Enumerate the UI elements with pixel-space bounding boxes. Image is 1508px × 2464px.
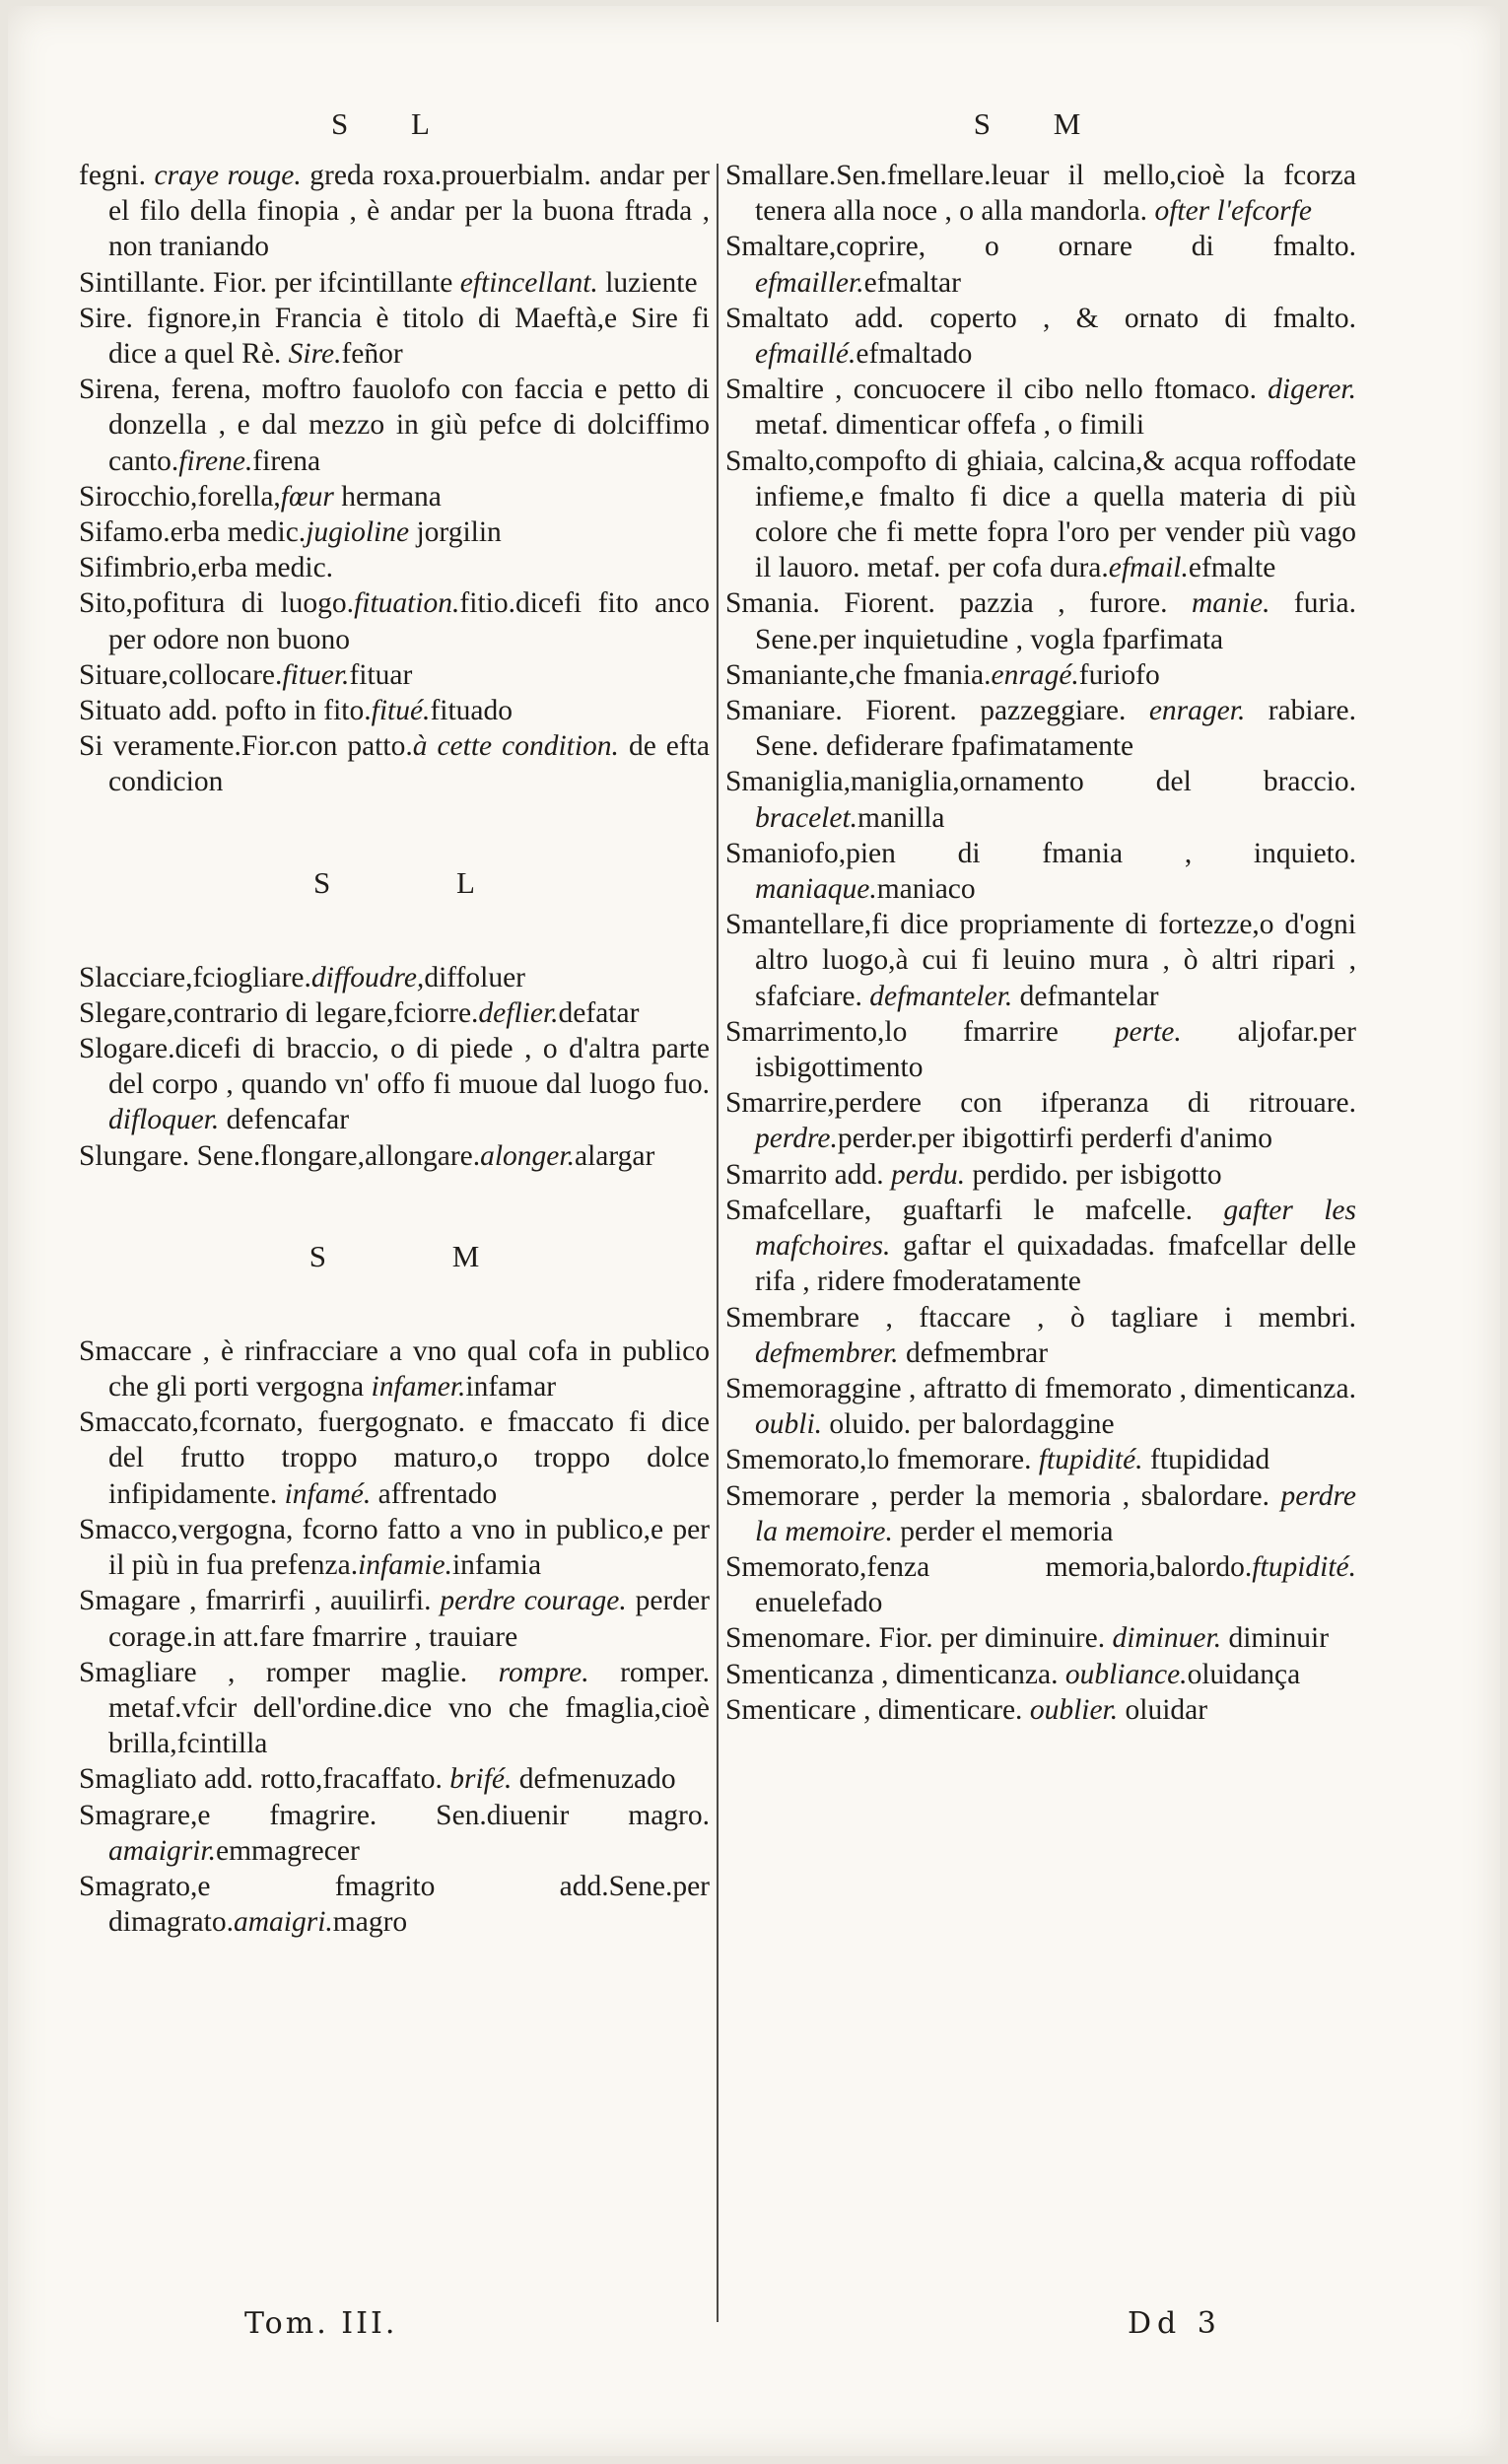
dictionary-entry [79,1655,710,1762]
entry-text: ftupididad [1142,1444,1270,1476]
foreign-equivalent: jugioline [306,516,410,549]
entry-text: alargar [574,1139,655,1172]
foreign-equivalent: difloquer. [108,1104,220,1136]
dictionary-entry [725,764,1356,835]
entry-text: Slungare. Sene.flongare,allongare. [79,1139,481,1172]
foreign-equivalent: craye rouge. [154,160,302,191]
foreign-equivalent: digerer. [1268,374,1356,406]
dictionary-entry [725,1620,1356,1656]
entry-text: Smagrato,e fmagrito add.Sene.per dimagrato. [79,1870,710,1939]
entry-text: fituado [430,695,513,727]
foreign-equivalent: deflier. [478,996,559,1029]
foreign-equivalent: ftupidité. [1038,1444,1143,1476]
right-column-heading: S M [973,106,1109,141]
dictionary-entry [79,960,710,995]
entry-text: Smaltato add. coperto , & ornato di fmalto. [725,302,1356,334]
dictionary-entry [79,1761,710,1797]
foreign-equivalent: infamer. [371,1371,466,1403]
entry-text: Sifamo.erba medic. [79,516,307,549]
dictionary-entry [79,1798,710,1869]
gathering-signature: Dd 3 [1128,2306,1222,2341]
dictionary-entry [79,514,710,550]
foreign-equivalent: firene. [178,445,253,477]
entry-list-sl [79,960,710,1174]
dictionary-entry [79,372,710,479]
dictionary-entry [725,229,1356,300]
dictionary-entry [79,1334,710,1404]
dictionary-entry [725,301,1356,372]
entry-text: Slegare,contrario di legare,fciorre. [79,996,479,1029]
dictionary-entry [725,693,1356,764]
foreign-equivalent: amaigri. [233,1906,333,1939]
volume-signature: Tom. III. [244,2306,398,2341]
foreign-equivalent: enragé. [991,658,1079,691]
dictionary-entry [725,1085,1356,1156]
foreign-equivalent: efmaillé. [755,338,857,371]
foreign-equivalent: amaigrir. [108,1834,217,1867]
dictionary-entry [725,907,1356,1014]
entry-text: manilla [857,801,945,834]
entry-text: Smacco,vergogna, fcorno fatto a vno in publico,e per il più in fua prefenza. [79,1513,710,1582]
foreign-equivalent: perte. [1114,1015,1182,1048]
entry-text: Sire. fignore,in Francia è titolo di Maeftà,e Sire fi dice a quel Rè. [79,302,710,371]
foreign-equivalent: manie. [1191,587,1270,620]
foreign-equivalent: perdre la memoire. [755,1479,1356,1547]
right-column [725,101,1356,1728]
entry-list-sm-continued [725,158,1356,1728]
dictionary-entry [79,1583,710,1654]
entry-text: firena [252,445,321,477]
entry-text: defmenuzado [512,1763,676,1796]
dictionary-entry [725,1193,1356,1300]
foreign-equivalent: Sire. [288,338,342,371]
entry-text: Smenomare. Fior. per diminuire. [725,1622,1113,1655]
entry-text: Sirena, ferena, moftro fauolofo con faccia e petto di donzella , e dal mezzo in giù pefce di dolciffimo canto. [79,374,710,477]
entry-text: furiofo [1078,658,1160,691]
foreign-equivalent: fituation. [354,587,460,620]
dictionary-entry [725,1692,1356,1728]
foreign-equivalent: maniaque. [755,873,877,906]
entry-text: Smemorato,lo fmemorare. [725,1444,1039,1476]
dictionary-entry [79,479,710,514]
entry-text: metaf. dimenticar offefa , o fimili [755,409,1145,442]
dictionary-entry [79,1404,710,1512]
foreign-equivalent: diminuer. [1112,1622,1222,1655]
entry-text: romper. metaf.vfcir dell'ordine.dice vno che fmaglia,cioè brilla,fcintilla [108,1656,710,1760]
entry-text: Smagrare,e fmagrire. Sen.diuenir magro. [79,1799,710,1831]
entry-text: defatar [558,996,640,1029]
foreign-equivalent: perdu. [890,1158,966,1191]
entry-text: Smantellare,fi dice propriamente di fortezze,o d'ogni altro luogo,à cui fi leuino mura , ò altri ripari , sfafciare. [725,909,1356,1012]
entry-text: Smagliato add. rotto,fracaffato. [79,1763,450,1796]
entry-text: Smaniare. Fiorent. pazzeggiare. [725,695,1149,727]
dictionary-entry [725,1478,1356,1549]
dictionary-entry [725,372,1356,443]
entry-text: fegni. [79,160,155,191]
entry-text: gaftar el quixadadas. fmafcellar delle rifa , ridere fmoderatamente [755,1230,1356,1298]
foreign-equivalent: ftupidité. [1252,1550,1356,1583]
dictionary-entry [79,1869,710,1940]
foreign-equivalent: fitué. [371,695,431,727]
dictionary-entry [725,657,1356,693]
foreign-equivalent: oubli. [755,1408,823,1441]
dictionary-entry [79,693,710,728]
entry-text: feñor [341,338,403,371]
entry-text: Smarrito add. [725,1158,891,1191]
foreign-equivalent: alonger. [480,1139,575,1172]
continued-entry [79,158,710,265]
foreign-equivalent: infamie. [358,1549,452,1582]
foreign-equivalent: fœur [280,480,334,513]
entry-text: greda roxa.prouerbialm. andar per el filo della finopia , è andar per la buona ftrada , non traniando [108,160,710,263]
entry-list-sm [79,1334,710,1940]
entry-text: Smemorato,fenza memoria,balordo. [725,1550,1253,1583]
entry-text: Smafcellare, guaftarfi le mafcelle. [725,1194,1224,1226]
entry-text: Smaccare , è rinfracciare a vno qual cofa in publico che gli porti vergogna [79,1335,710,1403]
entry-text: Smaniglia,maniglia,ornamento del braccio. [725,766,1356,798]
entry-text: Smarrimento,lo fmarrire [725,1015,1115,1048]
dictionary-entry [79,550,710,585]
dictionary-entry [79,585,710,656]
entry-text: aljofar.per isbigottimento [755,1015,1356,1084]
entry-text: Smarrire,perdere con ifperanza di ritrouare. [725,1087,1356,1120]
foreign-equivalent: à cette condition. [412,730,619,763]
entry-text: diffoluer [424,961,525,993]
entry-text: infamia [451,1549,542,1582]
entry-text: Si veramente.Fior.con patto. [79,730,413,763]
foreign-equivalent: bracelet. [755,801,858,834]
foreign-equivalent: brifé. [449,1763,513,1796]
dictionary-entry [725,1371,1356,1442]
entry-text: Situato add. pofto in fito. [79,695,372,727]
entry-list-si [79,265,710,800]
foreign-equivalent: perdre courage. [440,1585,627,1617]
left-column [79,101,710,1940]
entry-text: Smaltire , concuocere il cibo nello ftomaco. [725,374,1268,406]
entry-text: emmagrecer [216,1834,360,1867]
dictionary-entry [79,1031,710,1138]
entry-text: defmantelar [1012,980,1159,1012]
entry-text: Smaccato,fcornato, fuergognato. e fmaccato fi dice del frutto troppo maturo,o troppo dolce infipidamente. [79,1406,710,1510]
entry-text: defencafar [219,1104,350,1136]
dictionary-entry [79,1512,710,1583]
entry-text: Sirocchio,forella, [79,480,281,513]
dictionary-entry [79,728,710,799]
entry-text: oluidar [1118,1693,1208,1726]
entry-text: maniaco [876,873,976,906]
entry-text: Smemorare , perder la memoria , sbalordare. [725,1479,1281,1512]
entry-text: perder.per ibigottirfi perderfi d'animo [837,1123,1272,1155]
foreign-equivalent: fituer. [282,658,350,691]
entry-text: Smaniofo,pien di fmania , inquieto. [725,837,1356,869]
entry-text: Situare,collocare. [79,658,283,691]
section-heading-sl: S L [313,864,534,900]
dictionary-entry [725,158,1356,229]
foreign-equivalent: efmailler. [755,266,864,299]
entry-text: efmaltado [856,338,973,371]
foreign-equivalent: rompre. [498,1656,589,1688]
dictionary-entry [725,1442,1356,1477]
dictionary-entry [79,995,710,1031]
dictionary-entry [725,1157,1356,1193]
foreign-equivalent: perdre. [755,1123,838,1155]
section-heading-sm: S M [308,1238,539,1273]
dictionary-entry [79,657,710,693]
entry-text: jorgilin [409,516,502,549]
entry-text: Smagliare , romper maglie. [79,1656,499,1688]
entry-text: Smagare , fmarrirfi , auuilirfi. [79,1585,441,1617]
entry-text: oluidança [1187,1658,1301,1690]
foreign-equivalent: oubliance. [1064,1658,1188,1690]
foreign-equivalent: efmail. [1108,552,1189,584]
entry-text: Slogare.dicefi di braccio, o di piede , o d'altra parte del corpo , quando vn' offo fi muoue dal luogo fuo. [79,1033,710,1101]
entry-text: perder el memoria [892,1515,1114,1547]
entry-text: Smaltare,coprire, o ornare di fmalto. [725,231,1356,263]
foreign-equivalent: eftincellant. [459,266,598,299]
entry-text: Smalto,compofto di ghiaia, calcina,& acqua roffodate infieme,e fmalto fi dice a quella materia di più colore che fi mette fopra l'oro per vender più vago il lauoro. metaf. per cofa dura. [725,445,1356,584]
dictionary-entry [725,1549,1356,1620]
foreign-equivalent: enrager. [1148,695,1246,727]
dictionary-page [8,6,1500,2456]
entry-text: Sintillante. Fior. per ifcintillante [79,266,460,299]
entry-text: defmembrar [898,1336,1049,1369]
entry-text: perder corage.in att.fare fmarrire , trauiare [108,1585,710,1653]
foreign-equivalent: gafter les mafchoires. [755,1194,1356,1263]
dictionary-entry [725,1300,1356,1371]
foreign-equivalent: defmembrer. [755,1336,899,1369]
dictionary-entry [79,1138,710,1174]
dictionary-entry [725,444,1356,586]
entry-text: Sito,pofitura di luogo. [79,587,355,620]
foreign-equivalent: infamé. [284,1477,372,1510]
entry-text: de efta condicion [108,730,710,798]
entry-text: oluido. per balordaggine [822,1408,1115,1441]
dictionary-entry [79,301,710,372]
column-divider [717,164,719,2322]
dictionary-entry [725,836,1356,907]
entry-text: Smembrare , ftaccare , ò tagliare i membri. [725,1301,1356,1334]
entry-text: infamar [465,1371,557,1403]
entry-text: furia. Sene.per inquietudine , vogla fparfimata [755,587,1356,655]
entry-text: rabiare. Sene. defiderare fpafimatamente [755,695,1357,763]
entry-text: hermana [333,480,442,513]
dictionary-entry [725,585,1356,656]
foreign-equivalent: defmanteler. [869,980,1013,1012]
entry-text: efmalte [1188,552,1276,584]
entry-text: Smallare.Sen.fmellare.leuar il mello,cioè la fcorza tenera alla noce , o alla mandorla. [725,160,1356,228]
entry-text: magro [332,1906,408,1939]
entry-text: Smemoraggine , aftratto di fmemorato , dimenticanza. [725,1372,1356,1404]
entry-text: affrentado [371,1477,498,1510]
foreign-equivalent: ofter l'efcorfe [1154,195,1312,228]
entry-text: Smenticare , dimenticare. [725,1693,1030,1726]
foreign-equivalent: oublier. [1029,1693,1119,1726]
dictionary-entry [725,1014,1356,1085]
entry-text: perdido. per isbigotto [965,1158,1222,1191]
entry-text: Sifimbrio,erba medic. [79,552,334,584]
entry-text: luziente [597,266,698,299]
entry-text: efmaltar [863,266,961,299]
entry-text: Smenticanza , dimenticanza. [725,1658,1065,1690]
dictionary-entry [725,1657,1356,1692]
entry-text: fituar [349,658,413,691]
entry-text: Smaniante,che fmania. [725,658,992,691]
entry-text: Slacciare,fciogliare. [79,961,311,993]
left-column-heading: S L [331,106,457,141]
entry-text: diminuir [1221,1622,1330,1655]
entry-text: Smania. Fiorent. pazzia , furore. [725,587,1192,620]
entry-text: fitio.dicefi fito anco per odore non buono [108,587,710,655]
foreign-equivalent: diffoudre, [310,961,425,993]
entry-text: enuelefado [755,1587,883,1619]
dictionary-entry [79,265,710,301]
